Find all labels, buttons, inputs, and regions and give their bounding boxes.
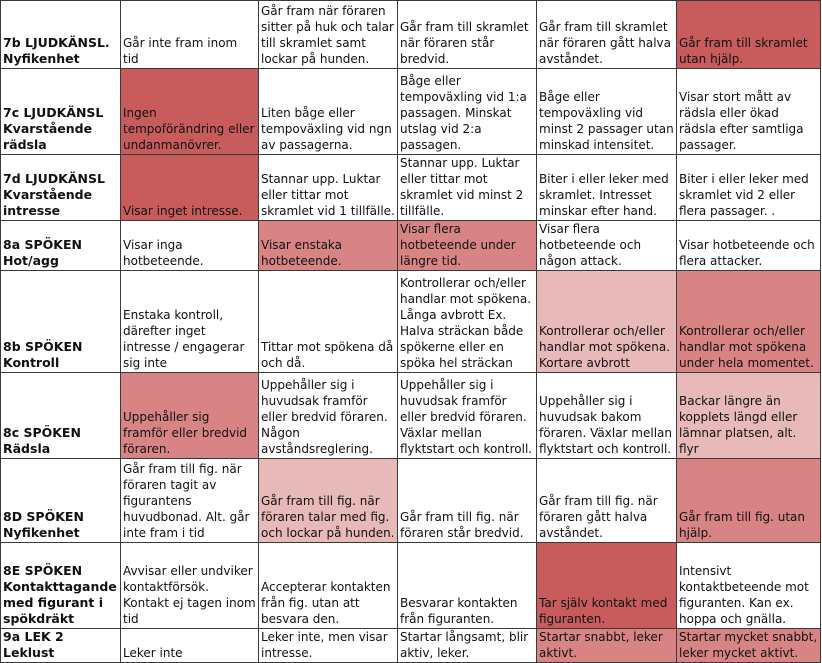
table-cell: Accepterar kontakten från fig. utan att besvara den.: [259, 543, 398, 629]
row-label: 7d LJUDKÄNSL Kvarstående intresse: [1, 155, 121, 221]
table-cell: Stannar upp. Luktar eller tittar mot skramlet vid 1 tillfälle.: [259, 155, 398, 221]
table-cell: Besvarar kontakten från figuranten.: [398, 543, 537, 629]
table-cell: Leker inte, men visar intresse.: [259, 629, 398, 663]
table-cell: Backar längre än kopplets längd eller lämnar platsen, alt. flyr: [677, 373, 821, 459]
table-cell: Biter i eller leker med skramlet vid 2 eller flera passager. .: [677, 155, 821, 221]
row-label: 7c LJUDKÄNSL Kvarstående rädsla: [1, 69, 121, 155]
row-label: 8D SPÖKEN Nyfikenhet: [1, 459, 121, 543]
table-cell: Avvisar eller undviker kontaktförsök. Kontakt ej tagen inom tid: [121, 543, 259, 629]
table-cell: Båge eller tempoväxling vid 1:a passagen. Minskat utslag vid 2:a passagen.: [398, 69, 537, 155]
table-cell: Går fram till fig. när föraren talar med fig. och lockar på hunden.: [259, 459, 398, 543]
table-cell: Startar mycket snabbt, leker mycket aktivt.: [677, 629, 821, 663]
table-cell: Liten båge eller tempoväxling vid ngn av passagerna.: [259, 69, 398, 155]
row-label: 8b SPÖKEN Kontroll: [1, 271, 121, 373]
table-cell: Intensivt kontaktbeteende mot figuranten. Kan ex. hoppa och gnälla.: [677, 543, 821, 629]
row-label: 8a SPÖKEN Hot/agg: [1, 221, 121, 271]
table-cell: Går inte fram inom tid: [121, 1, 259, 69]
table-row: [1, 629, 821, 663]
table-row: [1, 271, 821, 373]
table-cell: Går fram till fig. när föraren gått halva avståndet.: [537, 459, 677, 543]
table-cell: Visar flera hotbeteende under längre tid.: [398, 221, 537, 271]
table-cell: Båge eller tempoväxling vid minst 2 passager utan minskad intensitet.: [537, 69, 677, 155]
table-cell: Går fram till fig. utan hjälp.: [677, 459, 821, 543]
table-cell: Stannar upp. Luktar eller tittar mot skramlet vid minst 2 tillfälle.: [398, 155, 537, 221]
table-row: [1, 373, 821, 459]
table-cell: Uppehåller sig framför eller bredvid föraren.: [121, 373, 259, 459]
table-row: [1, 1, 821, 69]
table-cell: Tar själv kontakt med figuranten.: [537, 543, 677, 629]
table-cell: Går fram till fig. när föraren tagit av figurantens huvudbonad. Alt. går inte fram i tid: [121, 459, 259, 543]
table-row: [1, 155, 821, 221]
table-row: [1, 459, 821, 543]
table-cell: Kontrollerar och/eller handlar mot spökena under hela momentet.: [677, 271, 821, 373]
table-cell: Leker inte: [121, 629, 259, 663]
table-cell: Uppehåller sig i huvudsak bakom föraren. Växlar mellan flyktstart och kontroll.: [537, 373, 677, 459]
row-label: 8c SPÖKEN Rädsla: [1, 373, 121, 459]
table-cell: Enstaka kontroll, därefter inget intresse / engagerar sig inte: [121, 271, 259, 373]
table-cell: Startar snabbt, leker aktivt.: [537, 629, 677, 663]
table-cell: Biter i eller leker med skramlet. Intresset minskar efter hand.: [537, 155, 677, 221]
table-cell: Visar inga hotbeteende.: [121, 221, 259, 271]
table-row: [1, 221, 821, 271]
row-label: 9a LEK 2 Leklust: [1, 629, 121, 663]
table-cell: Visar stort mått av rädsla eller ökad rädsla efter samtliga passager.: [677, 69, 821, 155]
table-cell: Uppehåller sig i huvudsak framför eller bredvid föraren. Någon avståndsreglering.: [259, 373, 398, 459]
table-cell: Ingen tempoförändring eller undanmanövrer.: [121, 69, 259, 155]
table-cell: Visar flera hotbeteende och någon attack.: [537, 221, 677, 271]
table-cell: Startar långsamt, blir aktiv, leker.: [398, 629, 537, 663]
table-cell: Kontrollerar och/eller handlar mot spökena. Långa avbrott Ex. Halva sträckan både spökerne eller en spöka hel sträckan: [398, 271, 537, 373]
table-cell: Visar enstaka hotbeteende.: [259, 221, 398, 271]
row-label: 8E SPÖKEN Kontakttagande med figurant i spökdräkt: [1, 543, 121, 629]
table-cell: Går fram till skramlet när föraren står bredvid.: [398, 1, 537, 69]
table-cell: Visar inget intresse.: [121, 155, 259, 221]
table-cell: Går fram till skramlet utan hjälp.: [677, 1, 821, 69]
table-cell: Visar hotbeteende och flera attacker.: [677, 221, 821, 271]
assessment-table-body: [1, 1, 821, 663]
row-label: 7b LJUDKÄNSL. Nyfikenhet: [1, 1, 121, 69]
table-row: [1, 543, 821, 629]
table-cell: Går fram till fig. när föraren står bredvid.: [398, 459, 537, 543]
table-cell: Går fram när föraren sitter på huk och talar till skramlet samt lockar på hunden.: [259, 1, 398, 69]
table-cell: Går fram till skramlet när föraren gått halva avståndet.: [537, 1, 677, 69]
table-cell: Uppehåller sig i huvudsak framför eller bredvid föraren. Växlar mellan flyktstart och kontroll.: [398, 373, 537, 459]
table-row: [1, 69, 821, 155]
table-cell: Kontrollerar och/eller handlar mot spökena. Kortare avbrott: [537, 271, 677, 373]
table-cell: Tittar mot spökena då och då.: [259, 271, 398, 373]
